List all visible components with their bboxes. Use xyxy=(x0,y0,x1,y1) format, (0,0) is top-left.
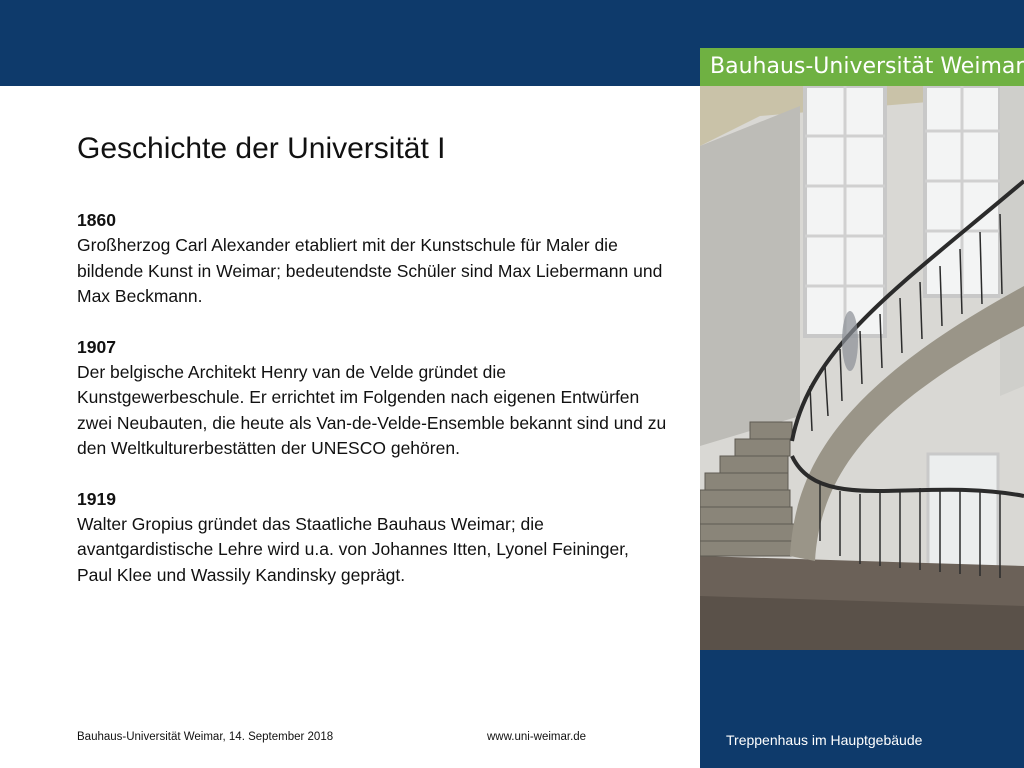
caption-panel xyxy=(700,650,1024,768)
history-section-1860 xyxy=(77,208,667,310)
section-text: Großherzog Carl Alexander etabliert mit der Kunstschule für Maler die bildende Kunst in Weimar; bedeutendste Schüler sind Max Liebermann und Max Beckmann. xyxy=(77,235,663,307)
section-year: 1907 xyxy=(77,336,116,357)
history-section-1907 xyxy=(77,335,667,462)
history-section-1919 xyxy=(77,487,667,589)
staircase-photo xyxy=(700,86,1024,650)
footer-website-link[interactable]: www.uni-weimar.de xyxy=(487,731,587,743)
staircase-illustration xyxy=(700,86,1024,650)
slide-title: Geschichte der Universität I xyxy=(77,132,446,165)
section-text: Walter Gropius gründet das Staatliche Bauhaus Weimar; die avantgardistische Lehre wird u.a. von Johannes Itten, Lyonel Feininger, Paul Klee und Wassily Kandinsky geprägt. xyxy=(77,514,629,585)
footer-institution-date: Bauhaus-Universität Weimar, 14. September 2018 xyxy=(77,731,334,743)
university-logo: Bauhaus-Universität Weimar xyxy=(700,48,1024,86)
section-year: 1919 xyxy=(77,488,116,509)
section-year: 1860 xyxy=(77,210,116,230)
history-sections xyxy=(77,208,667,613)
section-text: Der belgische Architekt Henry van de Velde gründet die Kunstgewerbeschule. Er errichtet im Folgenden nach eigenen Entwürfen zwei Neubauten, die heute als Van-de-Velde-Ensemble bekannt sind und zu den Weltkulturerbestätten der UNESCO gehören. xyxy=(77,362,667,459)
photo-caption: Treppenhaus im Hauptgebäude xyxy=(726,732,923,748)
